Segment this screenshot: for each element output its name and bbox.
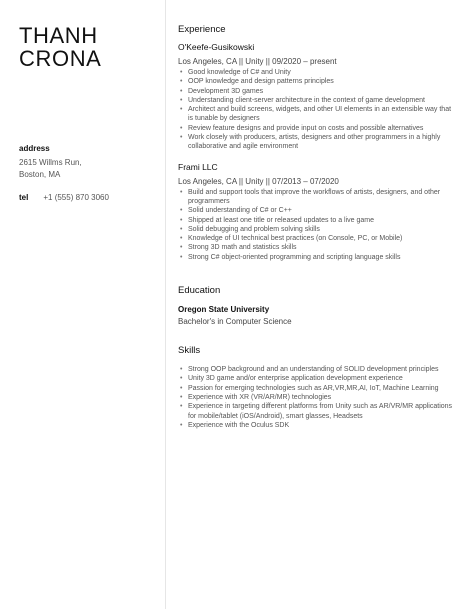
list-item: • Good knowledge of C# and Unity: [188, 68, 456, 77]
school-name: Oregon State University: [178, 305, 270, 315]
list-item: • Unity 3D game and/or enterprise application development experience: [188, 374, 456, 383]
company-name: O'Keefe-Gusikowski: [178, 42, 255, 52]
experience-section: [178, 24, 456, 262]
list-item: • Knowledge of UI technical best practices (on Console, PC, or Mobile): [188, 234, 456, 243]
experience-title: Experience: [178, 24, 226, 35]
list-item: • Build and support tools that improve the workflows of artists, designers, and other programmers: [188, 188, 456, 207]
education-title: Education: [178, 285, 221, 297]
list-item: • Development 3D games: [188, 87, 456, 96]
job-bullets: [178, 68, 456, 152]
job-entry: [178, 162, 456, 262]
list-item: • Architect and build screens, widgets, and other UI elements in an extensible way that is tunable by designers: [188, 105, 456, 124]
degree: Bachelor's in Computer Science: [178, 317, 292, 327]
tel-value: +1 (555) 870 3060: [43, 193, 109, 202]
list-item: • Review feature designs and provide input on costs and possible alternatives: [188, 124, 456, 133]
last-name: CRONA: [19, 46, 102, 71]
skills-section: [178, 345, 456, 430]
job-entry: [178, 42, 456, 152]
education-section: [178, 285, 456, 326]
job-meta: Los Angeles, CA || Unity || 07/2013 – 07/2020: [178, 176, 339, 186]
column-divider: [165, 0, 166, 609]
address-line-2: Boston, MA: [19, 170, 61, 179]
address-label: address: [19, 144, 50, 153]
tel-label: tel: [19, 193, 29, 202]
tel-block: [19, 193, 109, 202]
skills-list: [178, 365, 456, 430]
job-meta: Los Angeles, CA || Unity || 09/2020 – present: [178, 57, 337, 66]
list-item: • Strong OOP background and an understanding of SOLID development principles: [188, 365, 456, 374]
list-item: • Strong 3D math and statistics skills: [188, 243, 456, 252]
job-bullets: [178, 188, 456, 262]
address-line-1: 2615 Willms Run,: [19, 158, 82, 167]
list-item: • Passion for emerging technologies such as AR,VR,MR,AI, IoT, Machine Learning: [188, 384, 456, 393]
list-item: • Experience with the Oculus SDK: [188, 421, 456, 430]
list-item: • Strong C# object-oriented programming and scripting language skills: [188, 253, 456, 262]
list-item: • Solid debugging and problem solving skills: [188, 225, 456, 234]
list-item: • Understanding client-server architecture in the context of game development: [188, 96, 456, 105]
company-name: Frami LLC: [178, 161, 218, 172]
skills-title: Skills: [178, 345, 201, 357]
list-item: • Work closely with producers, artists, designers and other programmers in a highly collaborative and agile environment: [188, 133, 456, 152]
list-item: • Experience with XR (VR/AR/MR) technologies: [188, 393, 456, 402]
list-item: • Solid understanding of C# or C++: [188, 206, 456, 215]
address-block: [19, 143, 82, 181]
candidate-name: [19, 24, 149, 70]
name-block: [19, 24, 149, 70]
list-item: • Shipped at least one title or released updates to a live game: [188, 216, 456, 225]
list-item: • Experience in targeting different platforms from Unity such as AR/VR/MR applications for mobile/tablet (iOS/Android), smart glasses, Headsets: [188, 402, 456, 421]
list-item: • OOP knowledge and design patterns principles: [188, 77, 456, 86]
main-column: [178, 24, 456, 430]
first-name: THANH: [19, 23, 98, 48]
